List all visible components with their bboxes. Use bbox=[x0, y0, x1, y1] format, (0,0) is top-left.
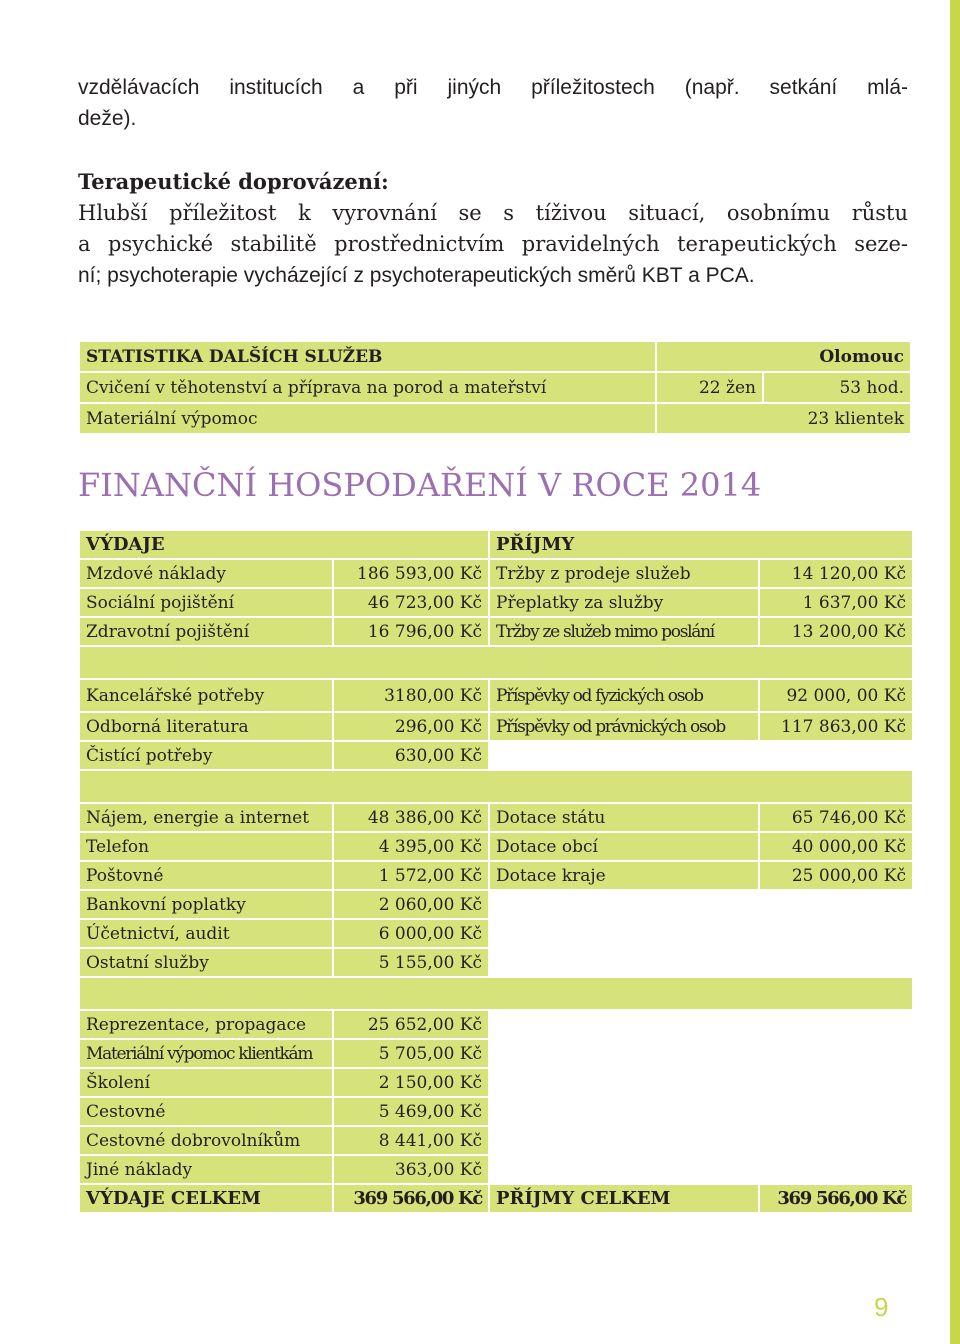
expense-value: 296,00 Kč bbox=[333, 712, 489, 741]
empty-cell bbox=[489, 1097, 759, 1126]
finance-row bbox=[79, 832, 913, 861]
expense-value: 2 150,00 Kč bbox=[333, 1068, 489, 1097]
expense-value: 6 000,00 Kč bbox=[333, 919, 489, 948]
finance-row bbox=[79, 559, 913, 588]
empty-cell bbox=[759, 741, 913, 770]
finance-row bbox=[79, 948, 913, 977]
expenses-total-value: 369 566,00 Kč bbox=[333, 1184, 489, 1213]
income-total-value: 369 566,00 Kč bbox=[759, 1184, 913, 1213]
expense-value: 1 572,00 Kč bbox=[333, 861, 489, 890]
stats-header-row bbox=[79, 341, 911, 372]
empty-cell bbox=[759, 1010, 913, 1039]
expense-value: 16 796,00 Kč bbox=[333, 617, 489, 646]
expense-label: Bankovní poplatky bbox=[79, 890, 333, 919]
income-value: 117 863,00 Kč bbox=[759, 712, 913, 741]
page-number: 9 bbox=[874, 1292, 889, 1322]
expense-label: Materiální výpomoc klientkám bbox=[79, 1039, 333, 1068]
expense-value: 5 469,00 Kč bbox=[333, 1097, 489, 1126]
income-value: 13 200,00 Kč bbox=[759, 617, 913, 646]
expense-label: Kancelářské potřeby bbox=[79, 679, 333, 712]
stats-value: 53 hod. bbox=[763, 372, 911, 403]
finance-section-title: FINANČNÍ HOSPODAŘENÍ V ROCE 2014 bbox=[78, 466, 762, 504]
expense-label: Reprezentace, propagace bbox=[79, 1010, 333, 1039]
expense-label: Školení bbox=[79, 1068, 333, 1097]
expenses-total-label: VÝDAJE CELKEM bbox=[79, 1184, 333, 1213]
therapy-line: a psychické stabilitě prostřednictvím pravidelných terapeutických seze- bbox=[78, 232, 908, 256]
empty-cell bbox=[759, 1097, 913, 1126]
income-label: Příspěvky od fyzických osob bbox=[489, 679, 759, 712]
finance-row bbox=[79, 803, 913, 832]
finance-row bbox=[79, 1010, 913, 1039]
expense-label: Jiné náklady bbox=[79, 1155, 333, 1184]
services-statistics-table bbox=[78, 340, 912, 435]
income-label: Tržby ze služeb mimo poslání bbox=[489, 617, 759, 646]
expense-label: Poštovné bbox=[79, 861, 333, 890]
expense-value: 5 155,00 Kč bbox=[333, 948, 489, 977]
expense-label: Zdravotní pojištění bbox=[79, 617, 333, 646]
intro-paragraph bbox=[78, 72, 908, 134]
intro-line: deže). bbox=[78, 107, 137, 130]
stats-row bbox=[79, 372, 911, 403]
therapy-paragraph bbox=[78, 166, 908, 291]
income-label: Dotace státu bbox=[489, 803, 759, 832]
expense-label: Sociální pojištění bbox=[79, 588, 333, 617]
stats-label: Cvičení v těhotenství a příprava na porod a mateřství bbox=[79, 372, 656, 403]
expense-value: 25 652,00 Kč bbox=[333, 1010, 489, 1039]
expense-value: 363,00 Kč bbox=[333, 1155, 489, 1184]
expense-label: Odborná literatura bbox=[79, 712, 333, 741]
income-label: Dotace kraje bbox=[489, 861, 759, 890]
finance-row bbox=[79, 741, 913, 770]
finance-header-row bbox=[79, 530, 913, 559]
expenses-header: VÝDAJE bbox=[79, 530, 489, 559]
finance-row bbox=[79, 1155, 913, 1184]
empty-cell bbox=[489, 1039, 759, 1068]
expense-value: 48 386,00 Kč bbox=[333, 803, 489, 832]
empty-cell bbox=[489, 1155, 759, 1184]
empty-cell bbox=[759, 919, 913, 948]
expense-value: 2 060,00 Kč bbox=[333, 890, 489, 919]
empty-cell bbox=[489, 948, 759, 977]
finance-row bbox=[79, 1068, 913, 1097]
expense-value: 630,00 Kč bbox=[333, 741, 489, 770]
expense-label: Mzdové náklady bbox=[79, 559, 333, 588]
empty-cell bbox=[759, 1155, 913, 1184]
empty-cell bbox=[489, 741, 759, 770]
finance-row bbox=[79, 890, 913, 919]
expense-label: Ostatní služby bbox=[79, 948, 333, 977]
spacer-row bbox=[79, 646, 913, 679]
finance-row bbox=[79, 1039, 913, 1068]
empty-cell bbox=[489, 1068, 759, 1097]
expense-label: Cestovné dobrovolníkům bbox=[79, 1126, 333, 1155]
income-value: 25 000,00 Kč bbox=[759, 861, 913, 890]
empty-cell bbox=[759, 1068, 913, 1097]
income-value: 1 637,00 Kč bbox=[759, 588, 913, 617]
stats-value: 23 klientek bbox=[656, 403, 911, 434]
empty-cell bbox=[759, 890, 913, 919]
empty-cell bbox=[759, 948, 913, 977]
expense-label: Účetnictví, audit bbox=[79, 919, 333, 948]
income-value: 40 000,00 Kč bbox=[759, 832, 913, 861]
stats-row bbox=[79, 403, 911, 434]
stats-title: STATISTIKA DALŠÍCH SLUŽEB bbox=[79, 341, 656, 372]
expense-value: 46 723,00 Kč bbox=[333, 588, 489, 617]
expense-value: 5 705,00 Kč bbox=[333, 1039, 489, 1068]
finance-row bbox=[79, 679, 913, 712]
finance-row bbox=[79, 617, 913, 646]
therapy-line: Hlubší příležitost k vyrovnání se s tíživou situací, osobnímu růstu bbox=[78, 201, 908, 225]
expense-value: 3180,00 Kč bbox=[333, 679, 489, 712]
income-label: Tržby z prodeje služeb bbox=[489, 559, 759, 588]
therapy-heading: Terapeutické doprovázení: bbox=[78, 169, 389, 194]
income-value: 65 746,00 Kč bbox=[759, 803, 913, 832]
finance-row bbox=[79, 712, 913, 741]
finance-row bbox=[79, 919, 913, 948]
page-edge-stripe bbox=[950, 0, 960, 1344]
finance-row bbox=[79, 588, 913, 617]
therapy-line-end: KBT a PCA. bbox=[635, 264, 755, 287]
finance-table bbox=[78, 529, 914, 1214]
expense-label: Cestovné bbox=[79, 1097, 333, 1126]
expense-label: Telefon bbox=[79, 832, 333, 861]
finance-row bbox=[79, 1097, 913, 1126]
income-value: 14 120,00 Kč bbox=[759, 559, 913, 588]
finance-row bbox=[79, 861, 913, 890]
empty-cell bbox=[489, 1010, 759, 1039]
expense-value: 4 395,00 Kč bbox=[333, 832, 489, 861]
stats-count: 22 žen bbox=[656, 372, 763, 403]
income-label: Příspěvky od právnických osob bbox=[489, 712, 759, 741]
income-value: 92 000, 00 Kč bbox=[759, 679, 913, 712]
expense-label: Čistící potřeby bbox=[79, 741, 333, 770]
empty-cell bbox=[759, 1039, 913, 1068]
expense-value: 8 441,00 Kč bbox=[333, 1126, 489, 1155]
income-total-label: PŘÍJMY CELKEM bbox=[489, 1184, 759, 1213]
expense-value: 186 593,00 Kč bbox=[333, 559, 489, 588]
stats-label: Materiální výpomoc bbox=[79, 403, 656, 434]
expense-label: Nájem, energie a internet bbox=[79, 803, 333, 832]
stats-location: Olomouc bbox=[656, 341, 911, 372]
intro-line: vzdělávacích institucích a při jiných příležitostech (např. setkání mlá- bbox=[78, 76, 908, 99]
empty-cell bbox=[759, 1126, 913, 1155]
income-label: Dotace obcí bbox=[489, 832, 759, 861]
spacer-row bbox=[79, 770, 913, 803]
therapy-line: ní; psychoterapie vycházející z psychoterapeutických směrů bbox=[78, 264, 636, 287]
empty-cell bbox=[489, 1126, 759, 1155]
empty-cell bbox=[489, 890, 759, 919]
totals-row bbox=[79, 1184, 913, 1213]
spacer-row bbox=[79, 977, 913, 1010]
empty-cell bbox=[489, 919, 759, 948]
income-header: PŘÍJMY bbox=[489, 530, 913, 559]
income-label: Přeplatky za služby bbox=[489, 588, 759, 617]
finance-row bbox=[79, 1126, 913, 1155]
